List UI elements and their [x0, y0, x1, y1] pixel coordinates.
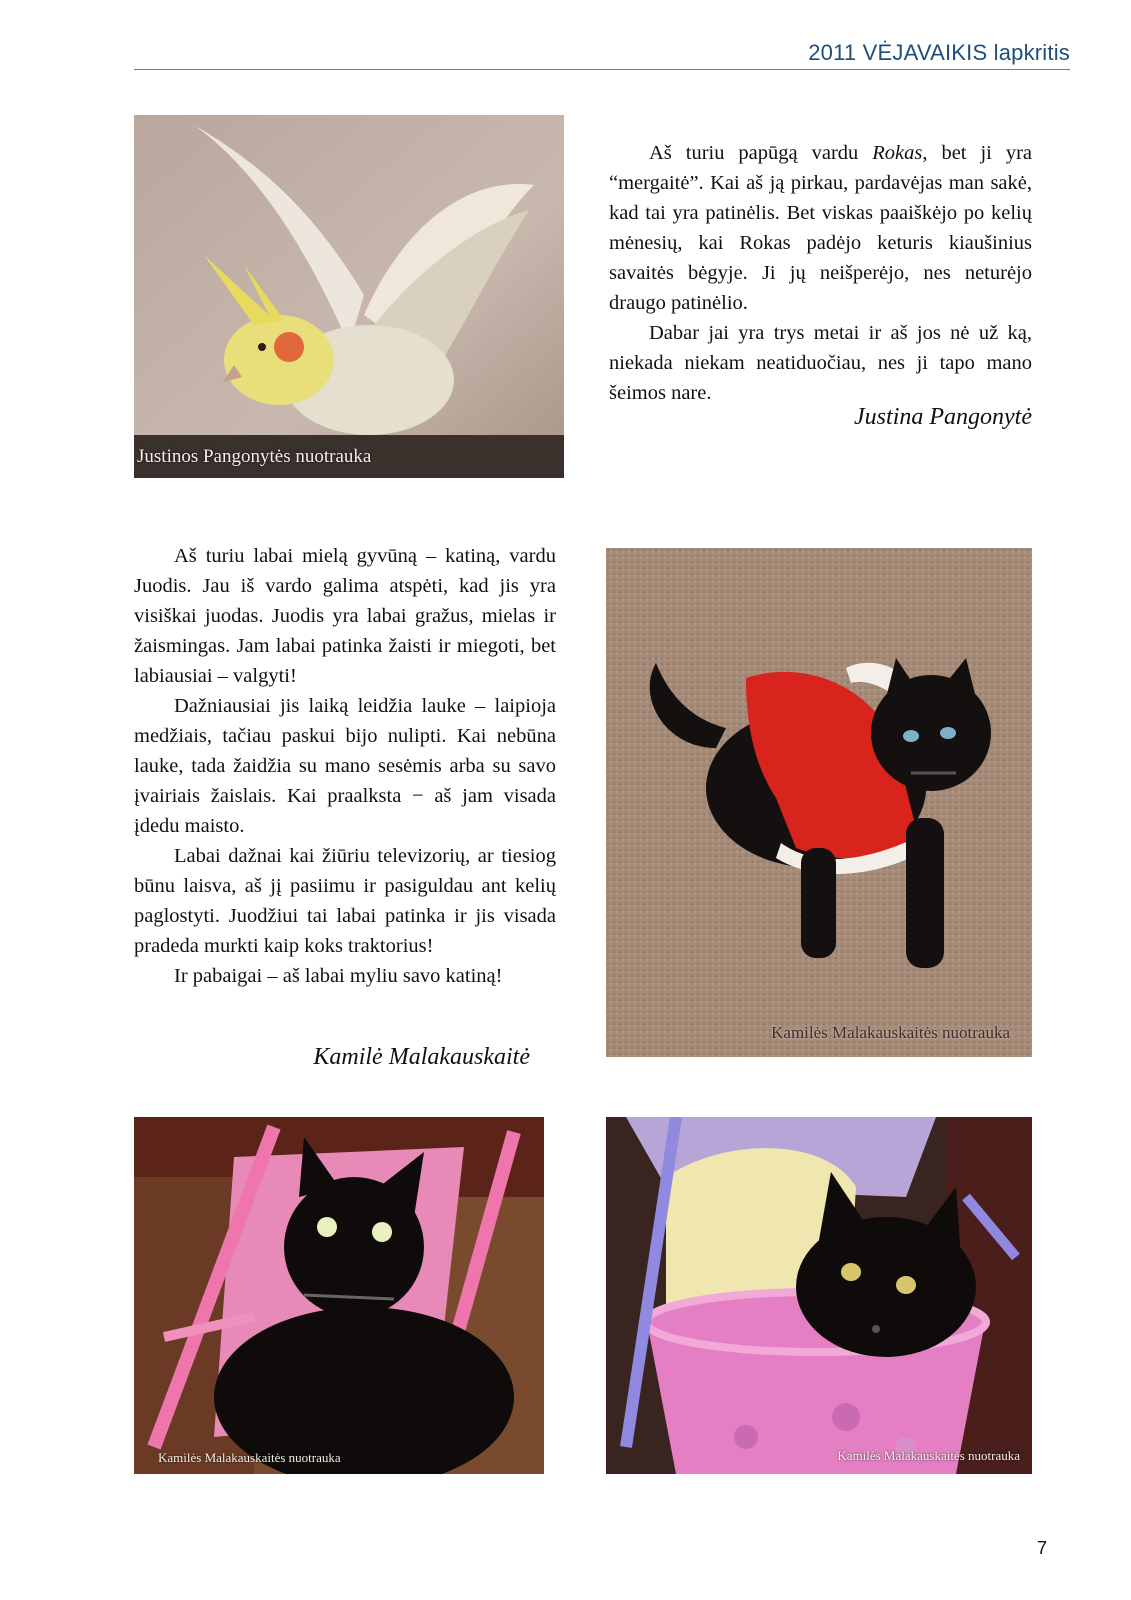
parrot-name: Rokas: [872, 142, 923, 164]
parrot-paragraph-1: [609, 138, 1032, 318]
parrot-article-author: Justina Pangonytė: [854, 404, 1032, 430]
cat-stroller-illustration: [134, 1117, 544, 1474]
cat-santa-illustration: [606, 548, 1032, 1057]
parrot-article: [609, 138, 1032, 408]
cat-basket-photo: [606, 1117, 1032, 1474]
page-number: 7: [1036, 1538, 1047, 1558]
parrot-paragraph-1-end: , bet ji yra “mergaitė”. Kai aš ją pirkau, pardavėjas man sakė, kad tai yra patinėlis. Bet viskas paaiškėjo po kelių mėnesių, kai Rokas padėjo keturis kiaušinius savaitės bėgyje. Ji jų neišperėjo, nes neturėjo draugo patinėlio.: [609, 142, 1032, 314]
cat-article: [134, 541, 556, 991]
cat-basket-illustration: [606, 1117, 1032, 1474]
header-divider: [134, 69, 1070, 70]
parrot-illustration: [134, 115, 564, 478]
parrot-paragraph-2: Dabar jai yra trys metai ir aš jos nė už ką, niekada niekam neatiduočiau, nes ji tapo mano šeimos nare.: [609, 322, 1032, 404]
cat-stroller-photo-caption: Kamilės Malakauskaitės nuotrauka: [158, 1450, 341, 1465]
parrot-photo-caption: Justinos Pangonytės nuotrauka: [137, 446, 372, 467]
cat-article-author: Kamilė Malakauskaitė: [313, 1044, 530, 1070]
cat-paragraph-3: Labai dažnai kai žiūriu televizorių, ar tiesiog būnu laisva, aš jį pasiimu ir pasiguldau ant kelių paglostyti. Juodžiui tai labai patinka ir jis visada pradeda murkti kaip koks traktorius!: [134, 845, 556, 957]
cat-santa-photo-caption: Kamilės Malakauskaitės nuotrauka: [771, 1023, 1010, 1042]
parrot-paragraph-1-start: Aš turiu papūgą vardu: [649, 142, 873, 164]
parrot-photo: [134, 115, 564, 478]
cat-basket-photo-caption: Kamilės Malakauskaitės nuotrauka: [837, 1448, 1020, 1463]
page-header-title: 2011 VĖJAVAIKIS lapkritis: [808, 40, 1070, 65]
cat-paragraph-1: Aš turiu labai mielą gyvūną – katiną, vardu Juodis. Jau iš vardo galima atspėti, kad jis yra visiškai juodas. Juodis yra labai gražus, mielas ir žaismingas. Jam labai patinka žaisti ir miegoti, bet labiausiai – valgyti!: [134, 545, 556, 687]
cat-stroller-photo: [134, 1117, 544, 1474]
cat-paragraph-2: Dažniausiai jis laiką leidžia lauke – laipioja medžiais, tačiau paskui bijo nulipti. Kai nebūna lauke, tada žaidžia su mano sesėmis arba su savo įvairiais žaislais. Kai praalksta − aš jam visada įdedu maisto.: [134, 695, 556, 837]
cat-paragraph-4: Ir pabaigai – aš labai myliu savo katiną!: [174, 965, 503, 987]
cat-santa-photo: [606, 548, 1032, 1057]
